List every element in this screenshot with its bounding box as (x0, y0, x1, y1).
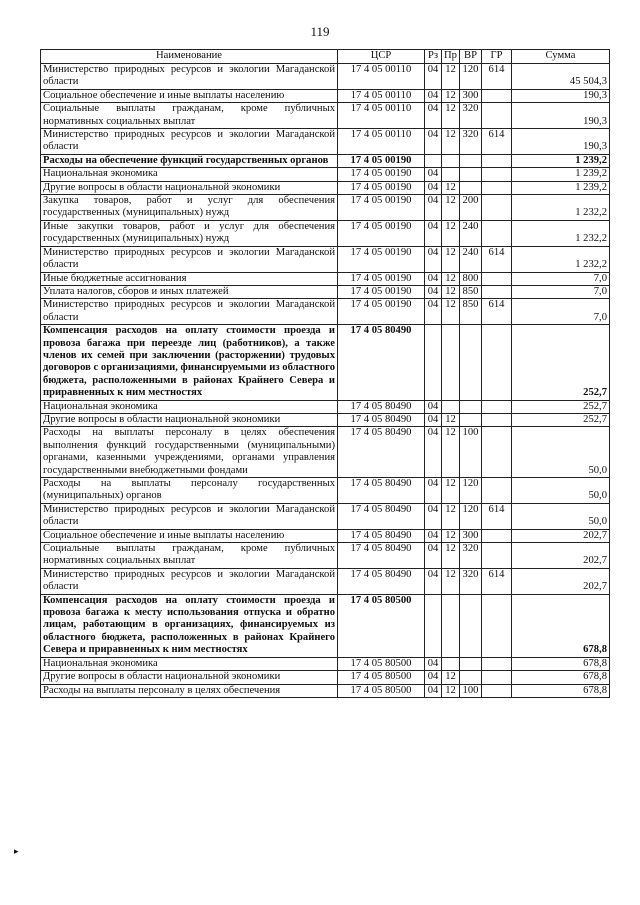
cell-pr: 12 (442, 220, 460, 246)
cell-vr: 300 (460, 89, 482, 102)
cell-gr (482, 325, 512, 400)
cell-gr (482, 400, 512, 413)
table-row (41, 400, 610, 413)
column-header-sum: Сумма (512, 50, 610, 64)
cell-vr: 200 (460, 195, 482, 221)
cell-csr: 17 4 05 00190 (338, 299, 425, 325)
cell-gr (482, 427, 512, 478)
cell-rz: 04 (425, 413, 442, 426)
cell-rz: 04 (425, 129, 442, 155)
cell-gr (482, 413, 512, 426)
cell-rz: 04 (425, 220, 442, 246)
cell-pr: 12 (442, 543, 460, 569)
cell-rz: 04 (425, 181, 442, 194)
cell-name: Министерство природных ресурсов и экологии Магаданской области (41, 299, 338, 325)
cell-name: Расходы на обеспечение функций государственных органов (41, 154, 338, 167)
cell-gr (482, 195, 512, 221)
cell-vr: 320 (460, 129, 482, 155)
margin-mark: ▸ (14, 846, 19, 856)
cell-vr (460, 671, 482, 684)
cell-rz: 04 (425, 195, 442, 221)
cell-sum: 7,0 (512, 285, 610, 298)
cell-pr: 12 (442, 246, 460, 272)
cell-rz: 04 (425, 427, 442, 478)
cell-gr (482, 103, 512, 129)
table-row (41, 478, 610, 504)
cell-vr (460, 168, 482, 181)
cell-pr: 12 (442, 285, 460, 298)
cell-rz: 04 (425, 285, 442, 298)
cell-gr (482, 181, 512, 194)
cell-csr: 17 4 05 80490 (338, 503, 425, 529)
table-row (41, 246, 610, 272)
table-row (41, 89, 610, 102)
cell-rz: 04 (425, 657, 442, 670)
cell-sum: 1 239,2 (512, 154, 610, 167)
table-body (41, 64, 610, 698)
table-row (41, 285, 610, 298)
cell-rz: 04 (425, 64, 442, 90)
cell-vr: 100 (460, 427, 482, 478)
cell-csr: 17 4 05 00110 (338, 129, 425, 155)
table-row (41, 64, 610, 90)
cell-vr: 300 (460, 529, 482, 542)
cell-csr: 17 4 05 00190 (338, 272, 425, 285)
column-header-csr: ЦСР (338, 50, 425, 64)
cell-sum: 678,8 (512, 671, 610, 684)
cell-sum: 252,7 (512, 400, 610, 413)
column-header-pr: Пр (442, 50, 460, 64)
cell-csr: 17 4 05 00190 (338, 195, 425, 221)
cell-name: Министерство природных ресурсов и экологии Магаданской области (41, 129, 338, 155)
cell-name: Министерство природных ресурсов и экологии Магаданской области (41, 64, 338, 90)
cell-pr: 12 (442, 671, 460, 684)
cell-csr: 17 4 05 80490 (338, 478, 425, 504)
cell-pr: 12 (442, 413, 460, 426)
cell-csr: 17 4 05 80500 (338, 671, 425, 684)
cell-pr (442, 154, 460, 167)
table-row (41, 325, 610, 400)
cell-pr: 12 (442, 64, 460, 90)
cell-sum: 190,3 (512, 129, 610, 155)
column-header-rz: Рз (425, 50, 442, 64)
cell-sum: 50,0 (512, 478, 610, 504)
cell-pr: 12 (442, 427, 460, 478)
cell-vr: 320 (460, 543, 482, 569)
cell-rz: 04 (425, 103, 442, 129)
cell-csr: 17 4 05 80490 (338, 325, 425, 400)
cell-gr (482, 657, 512, 670)
cell-name: Министерство природных ресурсов и экологии Магаданской области (41, 568, 338, 594)
cell-rz: 04 (425, 299, 442, 325)
cell-rz: 04 (425, 503, 442, 529)
cell-vr (460, 154, 482, 167)
cell-name: Социальное обеспечение и иные выплаты населению (41, 89, 338, 102)
cell-pr: 12 (442, 103, 460, 129)
cell-name: Другие вопросы в области национальной экономики (41, 413, 338, 426)
cell-sum: 45 504,3 (512, 64, 610, 90)
cell-rz: 04 (425, 272, 442, 285)
table-row (41, 129, 610, 155)
cell-gr (482, 272, 512, 285)
table-row (41, 103, 610, 129)
cell-gr: 614 (482, 64, 512, 90)
cell-sum: 7,0 (512, 272, 610, 285)
cell-vr (460, 181, 482, 194)
cell-rz: 04 (425, 400, 442, 413)
cell-vr: 240 (460, 246, 482, 272)
cell-gr (482, 594, 512, 657)
table-row (41, 427, 610, 478)
cell-csr: 17 4 05 00110 (338, 64, 425, 90)
cell-sum: 678,8 (512, 594, 610, 657)
cell-sum: 7,0 (512, 299, 610, 325)
cell-gr (482, 684, 512, 697)
cell-pr: 12 (442, 684, 460, 697)
cell-pr: 12 (442, 478, 460, 504)
cell-gr (482, 529, 512, 542)
cell-name: Национальная экономика (41, 168, 338, 181)
cell-sum: 202,7 (512, 568, 610, 594)
cell-vr: 100 (460, 684, 482, 697)
table-header-row (41, 50, 610, 64)
cell-csr: 17 4 05 00190 (338, 285, 425, 298)
table-row (41, 503, 610, 529)
table-row (41, 220, 610, 246)
cell-rz (425, 154, 442, 167)
table-row (41, 594, 610, 657)
cell-gr (482, 154, 512, 167)
cell-vr: 320 (460, 103, 482, 129)
table-row (41, 529, 610, 542)
cell-vr: 800 (460, 272, 482, 285)
cell-name: Социальные выплаты гражданам, кроме публичных нормативных социальных выплат (41, 543, 338, 569)
cell-csr: 17 4 05 00110 (338, 89, 425, 102)
cell-rz: 04 (425, 543, 442, 569)
cell-pr (442, 657, 460, 670)
cell-sum: 1 239,2 (512, 168, 610, 181)
cell-name: Иные закупки товаров, работ и услуг для обеспечения государственных (муниципальных) нужд (41, 220, 338, 246)
cell-name: Иные бюджетные ассигнования (41, 272, 338, 285)
cell-rz: 04 (425, 671, 442, 684)
cell-name: Расходы на выплаты персоналу в целях обеспечения выполнения функций государственными (муниципальными) органами, казенными учреждениями, органами управления государственными внебюджетными фондами (41, 427, 338, 478)
cell-csr: 17 4 05 80500 (338, 657, 425, 670)
cell-csr: 17 4 05 80490 (338, 568, 425, 594)
cell-pr (442, 325, 460, 400)
column-header-name: Наименование (41, 50, 338, 64)
cell-name: Закупка товаров, работ и услуг для обеспечения государственных (муниципальных) нужд (41, 195, 338, 221)
cell-vr: 120 (460, 478, 482, 504)
cell-rz: 04 (425, 684, 442, 697)
cell-csr: 17 4 05 80500 (338, 684, 425, 697)
cell-name: Другие вопросы в области национальной экономики (41, 181, 338, 194)
cell-gr (482, 543, 512, 569)
cell-vr: 120 (460, 503, 482, 529)
cell-pr: 12 (442, 568, 460, 594)
cell-name: Расходы на выплаты персоналу государственных (муниципальных) органов (41, 478, 338, 504)
cell-vr: 320 (460, 568, 482, 594)
cell-gr (482, 671, 512, 684)
cell-sum: 678,8 (512, 684, 610, 697)
table-row (41, 657, 610, 670)
cell-rz (425, 325, 442, 400)
cell-pr: 12 (442, 529, 460, 542)
cell-csr: 17 4 05 00190 (338, 246, 425, 272)
cell-vr: 850 (460, 299, 482, 325)
cell-pr: 12 (442, 195, 460, 221)
cell-sum: 678,8 (512, 657, 610, 670)
cell-sum: 202,7 (512, 529, 610, 542)
table-row (41, 684, 610, 697)
cell-rz: 04 (425, 478, 442, 504)
cell-pr (442, 400, 460, 413)
cell-sum: 202,7 (512, 543, 610, 569)
cell-sum: 1 239,2 (512, 181, 610, 194)
cell-sum: 252,7 (512, 413, 610, 426)
column-header-gr: ГР (482, 50, 512, 64)
cell-csr: 17 4 05 80490 (338, 543, 425, 569)
table-row (41, 168, 610, 181)
table-row (41, 671, 610, 684)
cell-sum: 50,0 (512, 427, 610, 478)
table-row (41, 181, 610, 194)
cell-pr (442, 168, 460, 181)
cell-sum: 252,7 (512, 325, 610, 400)
table-row (41, 568, 610, 594)
cell-csr: 17 4 05 00190 (338, 154, 425, 167)
cell-rz: 04 (425, 568, 442, 594)
cell-csr: 17 4 05 00190 (338, 220, 425, 246)
cell-gr (482, 168, 512, 181)
cell-gr: 614 (482, 299, 512, 325)
cell-pr: 12 (442, 89, 460, 102)
cell-vr (460, 594, 482, 657)
cell-csr: 17 4 05 00110 (338, 103, 425, 129)
cell-sum: 1 232,2 (512, 195, 610, 221)
cell-vr (460, 400, 482, 413)
budget-table (40, 49, 610, 698)
cell-sum: 50,0 (512, 503, 610, 529)
table-row (41, 272, 610, 285)
cell-pr: 12 (442, 129, 460, 155)
cell-csr: 17 4 05 80490 (338, 413, 425, 426)
cell-gr: 614 (482, 503, 512, 529)
cell-vr (460, 657, 482, 670)
cell-csr: 17 4 05 00190 (338, 181, 425, 194)
cell-vr: 240 (460, 220, 482, 246)
cell-sum: 190,3 (512, 89, 610, 102)
cell-csr: 17 4 05 80490 (338, 400, 425, 413)
cell-name: Расходы на выплаты персоналу в целях обеспечения (41, 684, 338, 697)
cell-vr: 850 (460, 285, 482, 298)
cell-name: Компенсация расходов на оплату стоимости проезда и провоза багажа при переезде лиц (работников), а также членов их семей при заключении (расторжении) трудовых договоров с организациями, финансируемыми из областного бюджета, расположенными в районах Крайнего Севера и приравненных к ним местностях (41, 325, 338, 400)
cell-vr: 120 (460, 64, 482, 90)
cell-csr: 17 4 05 80500 (338, 594, 425, 657)
cell-csr: 17 4 05 80490 (338, 529, 425, 542)
cell-pr: 12 (442, 272, 460, 285)
cell-gr (482, 89, 512, 102)
cell-rz: 04 (425, 529, 442, 542)
table-row (41, 543, 610, 569)
cell-pr (442, 594, 460, 657)
table-row (41, 413, 610, 426)
cell-pr: 12 (442, 503, 460, 529)
cell-gr (482, 478, 512, 504)
cell-name: Министерство природных ресурсов и экологии Магаданской области (41, 503, 338, 529)
cell-name: Другие вопросы в области национальной экономики (41, 671, 338, 684)
cell-csr: 17 4 05 80490 (338, 427, 425, 478)
cell-sum: 1 232,2 (512, 246, 610, 272)
cell-pr: 12 (442, 181, 460, 194)
table-row (41, 195, 610, 221)
cell-name: Национальная экономика (41, 400, 338, 413)
cell-rz: 04 (425, 89, 442, 102)
cell-name: Министерство природных ресурсов и экологии Магаданской области (41, 246, 338, 272)
cell-name: Уплата налогов, сборов и иных платежей (41, 285, 338, 298)
cell-gr: 614 (482, 568, 512, 594)
cell-name: Компенсация расходов на оплату стоимости проезда и провоза багажа к месту использования отпуска и обратно лицам, работающим в организациях, финансируемых из областного бюджета, расположенных в районах Крайнего Севера и приравненных к ним местностях (41, 594, 338, 657)
cell-name: Национальная экономика (41, 657, 338, 670)
cell-gr (482, 220, 512, 246)
cell-sum: 1 232,2 (512, 220, 610, 246)
cell-name: Социальные выплаты гражданам, кроме публичных нормативных социальных выплат (41, 103, 338, 129)
cell-rz: 04 (425, 246, 442, 272)
cell-gr (482, 285, 512, 298)
table-row (41, 154, 610, 167)
cell-name: Социальное обеспечение и иные выплаты населению (41, 529, 338, 542)
cell-vr (460, 325, 482, 400)
cell-csr: 17 4 05 00190 (338, 168, 425, 181)
cell-gr: 614 (482, 246, 512, 272)
cell-sum: 190,3 (512, 103, 610, 129)
cell-pr: 12 (442, 299, 460, 325)
column-header-vr: ВР (460, 50, 482, 64)
table-row (41, 299, 610, 325)
cell-vr (460, 413, 482, 426)
cell-rz: 04 (425, 168, 442, 181)
page-number: 119 (310, 24, 330, 39)
cell-gr: 614 (482, 129, 512, 155)
cell-rz (425, 594, 442, 657)
